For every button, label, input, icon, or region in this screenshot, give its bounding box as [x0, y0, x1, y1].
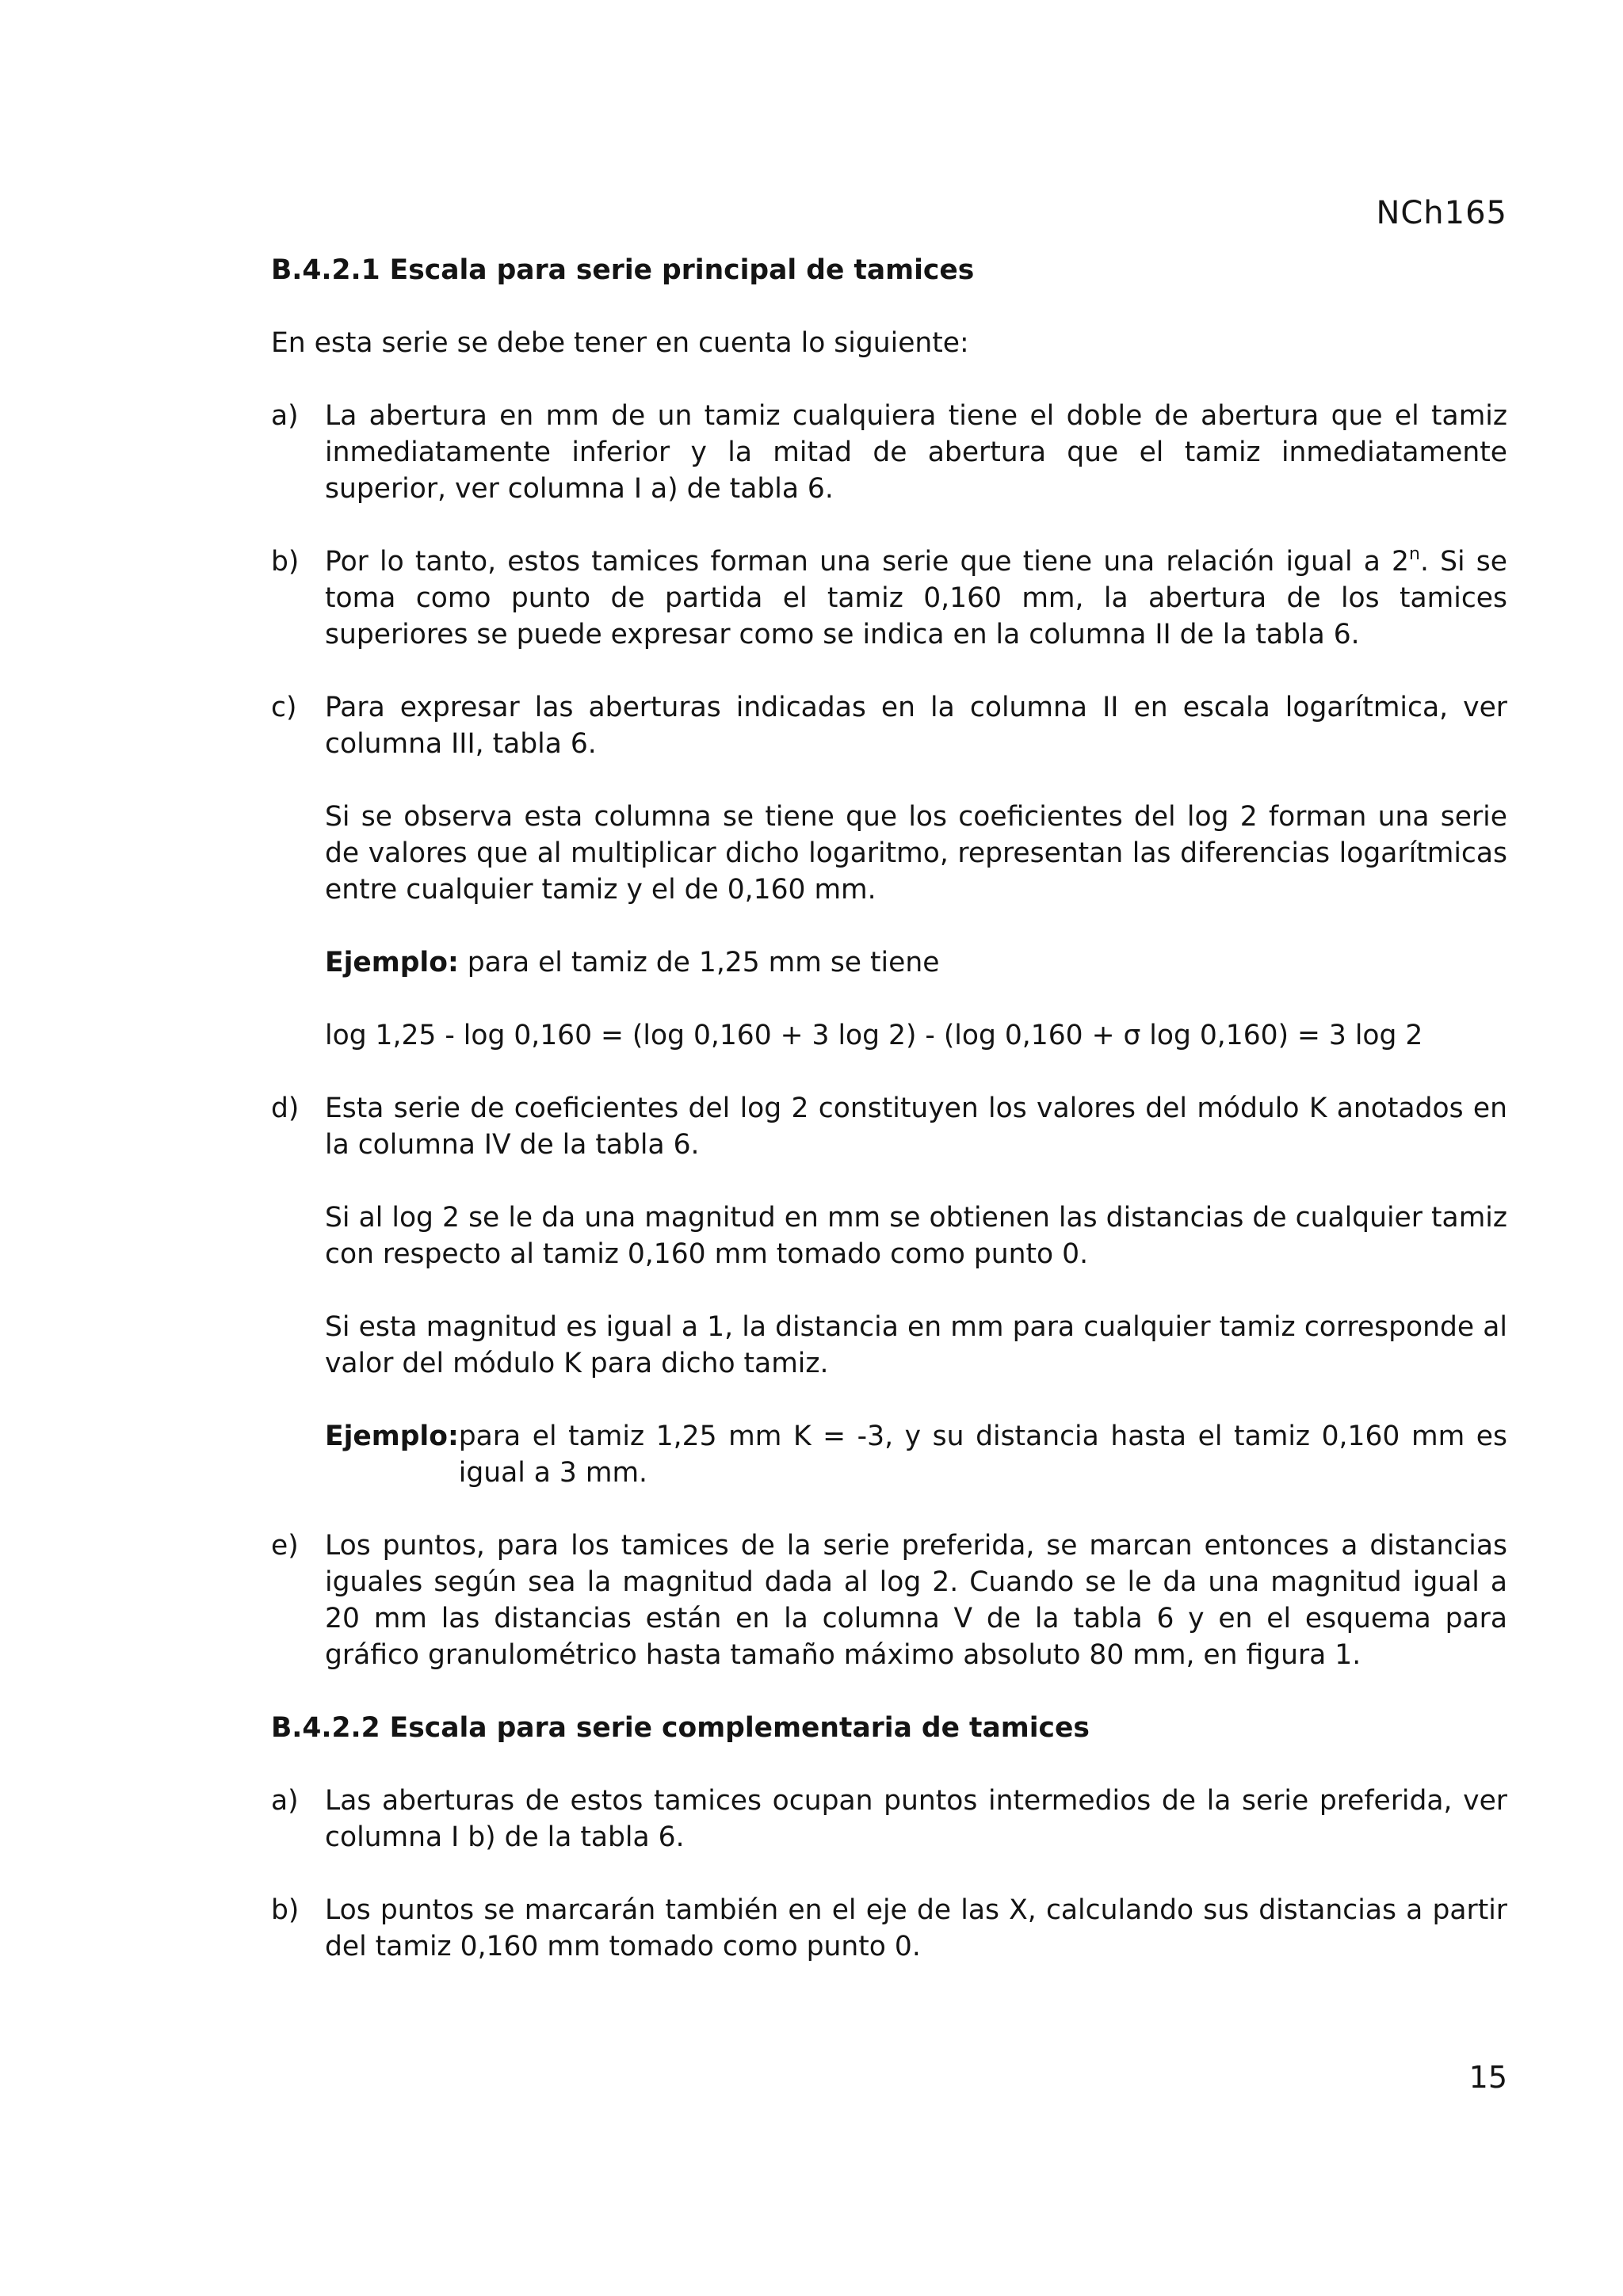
- list-marker: c): [271, 692, 297, 723]
- example-d: [325, 1418, 1507, 1491]
- list-marker: e): [271, 1530, 299, 1562]
- example-text: para el tamiz 1,25 mm K = -3, y su distancia hasta el tamiz 0,160 mm es igual a 3 mm.: [458, 1421, 1507, 1489]
- list-marker: b): [271, 546, 300, 578]
- list-marker: a): [271, 400, 299, 432]
- list-item-text: Para expresar las aberturas indicadas en la columna II en escala logarítmica, ver columna III, tabla 6.: [325, 692, 1507, 760]
- list-marker: d): [271, 1093, 300, 1124]
- list-item-e: [271, 1527, 1507, 1673]
- list-item-text: Las aberturas de estos tamices ocupan puntos intermedios de la serie preferida, ver columna I b) de la tabla 6.: [325, 1785, 1507, 1853]
- formula: log 1,25 - log 0,160 = (log 0,160 + 3 log 2) - (log 0,160 + σ log 0,160) = 3 log 2: [325, 1020, 1423, 1051]
- page-body: [271, 252, 1507, 2001]
- list-item-text-cont: . Si se toma como punto de partida el tamiz 0,160 mm, la abertura de los tamices superiores se puede expresar como se indica en la columna II de la tabla 6.: [325, 546, 1507, 650]
- example-c: [325, 944, 1507, 981]
- list-item-d-paragraph-1: Si al log 2 se le da una magnitud en mm se obtienen las distancias de cualquier tamiz con respecto al tamiz 0,160 mm tomado como punto 0.: [325, 1202, 1507, 1270]
- example-label: Ejemplo:: [325, 1421, 459, 1452]
- superscript-n: n: [1409, 544, 1420, 564]
- list-item-text: Los puntos, para los tamices de la serie preferida, se marcan entonces a distancias iguales según sea la magnitud dada al log 2. Cuando se le da una magnitud igual a 20 mm las distancias están en la columna V de la tabla 6 y en el esquema para gráfico granulométrico hasta tamaño máximo absoluto 80 mm, en figura 1.: [325, 1530, 1507, 1671]
- list-item-d-paragraph-2: Si esta magnitud es igual a 1, la distancia en mm para cualquier tamiz corresponde al valor del módulo K para dicho tamiz.: [325, 1311, 1507, 1379]
- section-intro: En esta serie se debe tener en cuenta lo siguiente:: [271, 327, 969, 359]
- list-marker: a): [271, 1785, 299, 1817]
- list-item-text: Los puntos se marcarán también en el eje de las X, calculando sus distancias a partir del tamiz 0,160 mm tomado como punto 0.: [325, 1894, 1507, 1962]
- example-label: Ejemplo:: [325, 947, 459, 978]
- list-item-text: Por lo tanto, estos tamices forman una serie que tiene una relación igual a 2: [325, 546, 1410, 578]
- page-number: 15: [1468, 2060, 1507, 2095]
- list-marker: b): [271, 1894, 300, 1926]
- list-item-text: La abertura en mm de un tamiz cualquiera tiene el doble de abertura que el tamiz inmediatamente inferior y la mitad de abertura que el tamiz inmediatamente superior, ver columna I a) de tabla 6.: [325, 400, 1507, 505]
- document-code: NCh165: [1376, 195, 1507, 231]
- list-item-text: Esta serie de coeficientes del log 2 constituyen los valores del módulo K anotados en la columna IV de la tabla 6.: [325, 1093, 1507, 1161]
- list-item-b: [271, 543, 1507, 653]
- list-item-b: [271, 1892, 1507, 1965]
- example-text: para el tamiz de 1,25 mm se tiene: [458, 947, 940, 978]
- list-item-a: [271, 1783, 1507, 1855]
- section-heading-b4222: B.4.2.2 Escala para serie complementaria de tamices: [271, 1712, 1090, 1744]
- list-item-d: [271, 1090, 1507, 1163]
- list-item-a: [271, 398, 1507, 507]
- list-item-c: [271, 689, 1507, 762]
- list-item-c-paragraph: Si se observa esta columna se tiene que los coeficientes del log 2 forman una serie de valores que al multiplicar dicho logaritmo, representan las diferencias logarítmicas entre cualquier tamiz y el de 0,160 mm.: [325, 801, 1507, 906]
- section-heading-b4221: B.4.2.1 Escala para serie principal de tamices: [271, 254, 975, 286]
